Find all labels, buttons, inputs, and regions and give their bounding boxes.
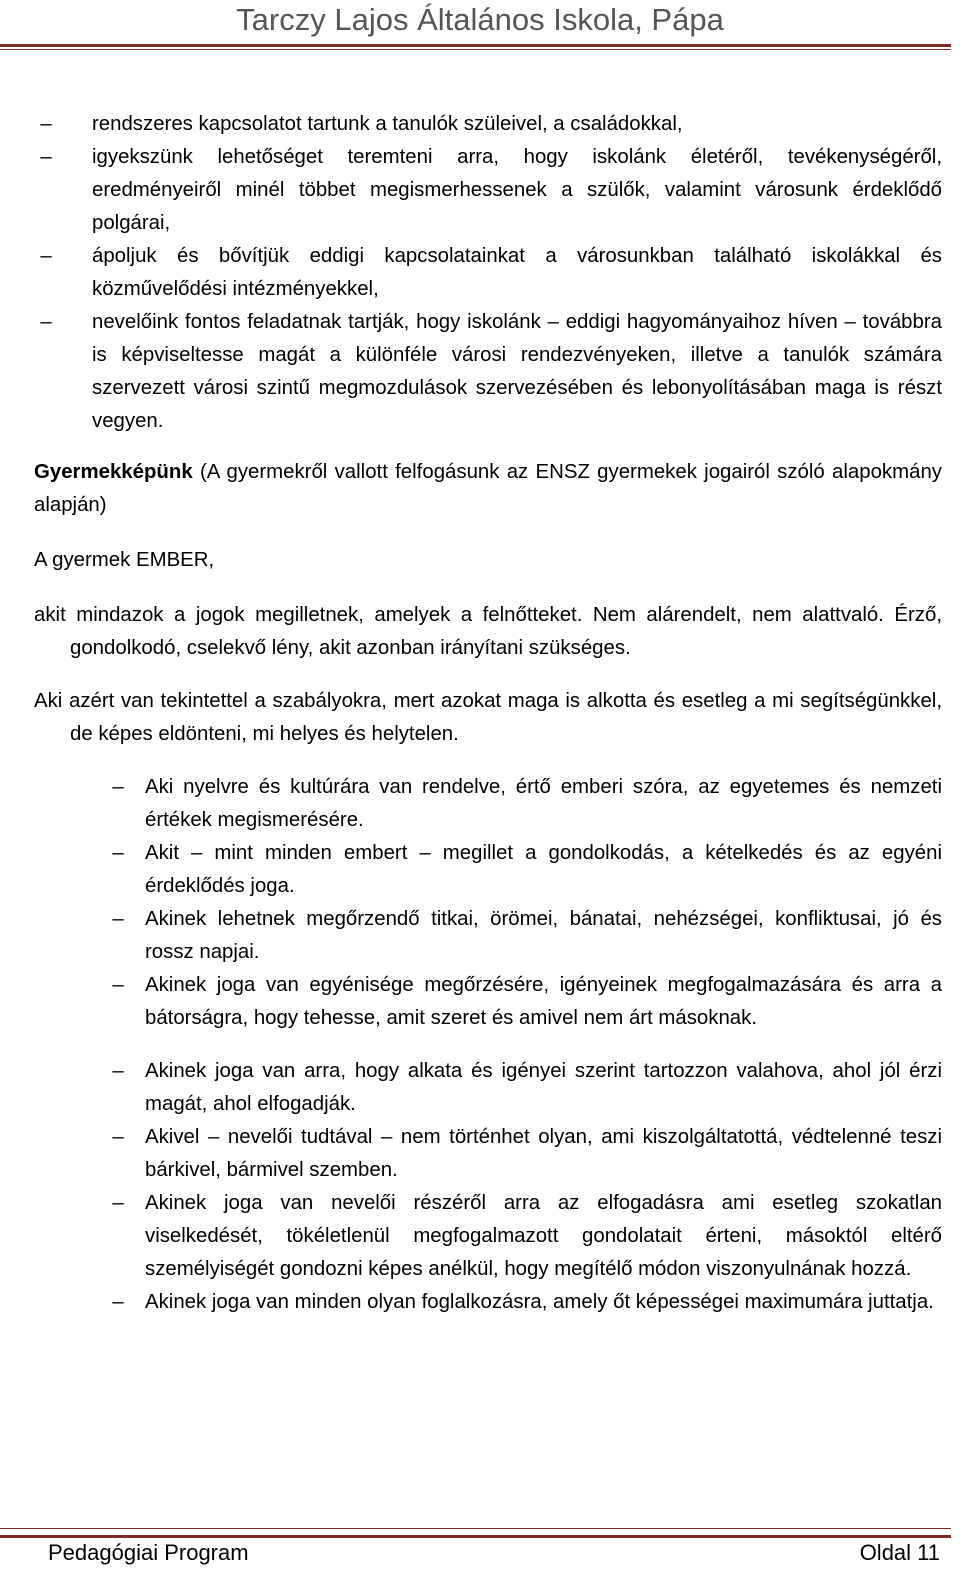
list-item-text: Akinek lehetnek megőrzendő titkai, örömei, bánatai, nehézségei, konfliktusai, jó és rossz napjai. (145, 908, 942, 963)
list-item-text: igyekszünk lehetőséget teremteni arra, hogy iskolánk életéről, tevékenységéről, eredményeiről minél többet megismerhessenek a szülők, valamint városunk érdeklődő polgárai, (92, 146, 942, 234)
list-item (34, 1121, 942, 1187)
dash-bullet-icon: – (112, 842, 124, 864)
dash-bullet-icon: – (40, 113, 52, 135)
dash-bullet-icon: – (40, 245, 52, 267)
list-item-text: Akit – mint minden embert – megillet a gondolkodás, a kételkedés és az egyéni érdeklődés joga. (145, 842, 942, 897)
header-rule (0, 44, 951, 47)
list-item-text: ápoljuk és bővítjük eddigi kapcsolatainkat a városunkban található iskolákkal és közművelődési intézményekkel, (92, 245, 942, 300)
list-item (34, 837, 942, 903)
dash-bullet-icon: – (112, 1192, 124, 1214)
dash-bullet-icon: – (112, 908, 124, 930)
dash-bullet-icon: – (40, 311, 52, 333)
gyermekkep-paragraph (34, 456, 942, 522)
list-item (34, 903, 942, 969)
list-item-text: Akinek joga van arra, hogy alkata és igényei szerint tartozzon valahova, ahol jól érzi magát, ahol elfogadják. (145, 1060, 942, 1115)
section-heading: Gyermekképünk (34, 461, 193, 483)
dash-bullet-icon: – (112, 1126, 124, 1148)
list-item-text: rendszeres kapcsolatot tartunk a tanulók szüleivel, a családokkal, (92, 113, 683, 135)
list-item (34, 306, 942, 438)
dash-bullet-icon: – (112, 1291, 124, 1313)
dash-bullet-icon: – (112, 776, 124, 798)
page-header-title: Tarczy Lajos Általános Iskola, Pápa (236, 2, 724, 37)
header-rule-thin (0, 49, 951, 50)
list-item-text: Akivel – nevelői tudtával – nem történhet olyan, ami kiszolgáltatottá, védtelenné teszi bárkivel, bármivel szemben. (145, 1126, 942, 1181)
list-item (34, 141, 942, 240)
list-item-text: nevelőink fontos feladatnak tartják, hogy iskolánk – eddigi hagyományaihoz híven – továbbra is képviseltesse magát a különféle városi rendezvényeken, illetve a tanulók számára szervezett városi szintű megmozdulások szervezésében és lebonyolításában maga is részt vegyen. (92, 311, 942, 432)
list-item-text: Akinek joga van egyénisége megőrzésére, igényeinek megfogalmazására és arra a bátorságra, hogy tehesse, amit szeret és amivel nem árt másoknak. (145, 974, 942, 1029)
dash-bullet-icon: – (40, 146, 52, 168)
footer-page-number: Oldal 11 (859, 1540, 940, 1565)
list-item (34, 240, 942, 306)
akit-paragraph: akit mindazok a jogok megilletnek, amelyek a felnőtteket. Nem alárendelt, nem alattvaló. Érző, gondolkodó, cselekvő lény, akit azonban irányítani szükséges. (34, 604, 942, 659)
rights-list (34, 771, 942, 1319)
footer-document-title: Pedagógiai Program (48, 1540, 249, 1565)
dash-bullet-icon: – (112, 974, 124, 996)
ember-paragraph: A gyermek EMBER, (34, 549, 215, 571)
footer-rule-thin (0, 1528, 951, 1529)
list-item (34, 1055, 942, 1121)
list-item-text: Akinek joga van nevelői részéről arra az elfogadásra ami esetleg szokatlan viselkedését, tökéletlenül megfogalmazott gondolatait érteni, másoktól eltérő személyiségét gondozni képes anélkül, hogy megítélő módon viszonyulnának hozzá. (145, 1192, 942, 1280)
contact-list (34, 108, 942, 438)
page-body (34, 108, 942, 1319)
list-item (34, 771, 942, 837)
list-item (34, 1286, 942, 1319)
page-footer (48, 1538, 940, 1568)
section-heading-note: (A gyermekről vallott felfogásunk az ENSZ gyermekek jogairól szóló alapokmány alapján) (34, 461, 942, 516)
aki-paragraph: Aki azért van tekintettel a szabályokra, mert azokat maga is alkotta és esetleg a mi segítségünkkel, de képes eldönteni, mi helyes és helytelen. (34, 690, 942, 745)
list-item (34, 108, 942, 141)
list-item (34, 969, 942, 1035)
list-item-text: Akinek joga van minden olyan foglalkozásra, amely őt képességei maximumára juttatja. (145, 1291, 934, 1313)
list-item (34, 1187, 942, 1286)
list-item-text: Aki nyelvre és kultúrára van rendelve, értő emberi szóra, az egyetemes és nemzeti értékek megismerésére. (145, 776, 942, 831)
dash-bullet-icon: – (112, 1060, 124, 1082)
